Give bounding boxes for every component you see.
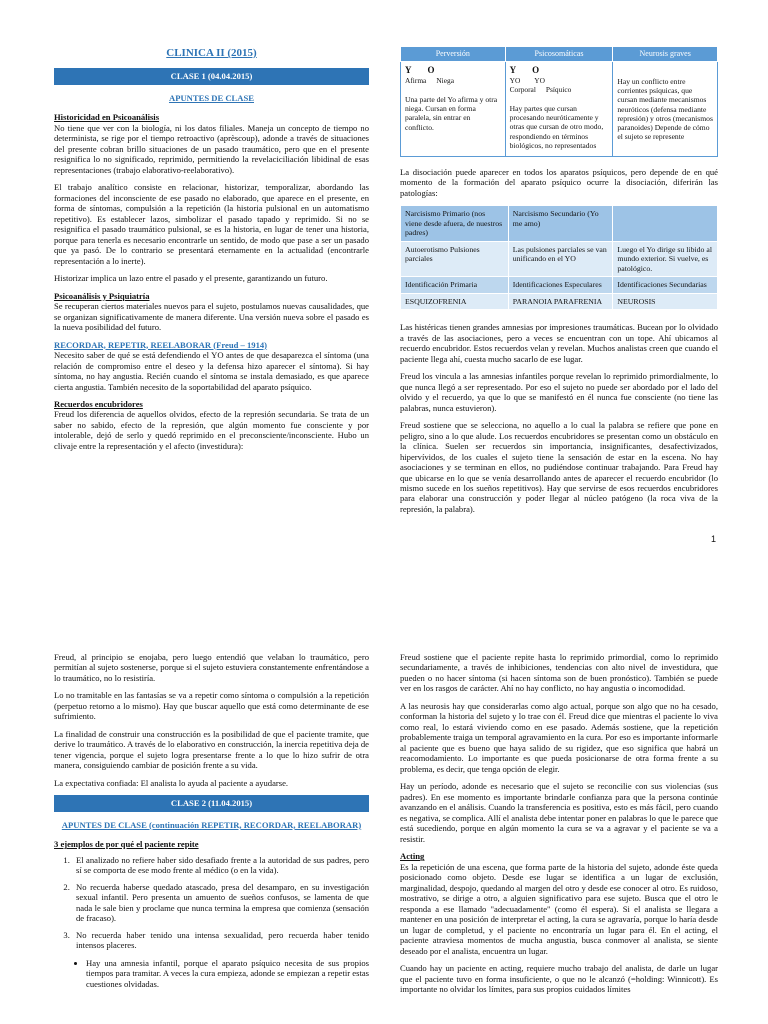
pulsiones-unificando: Las pulsiones parciales se van unificando en el YO — [508, 241, 613, 277]
table-header-perversion: Perversión — [401, 47, 506, 62]
page1-left-column — [54, 47, 369, 458]
apuntes-heading: APUNTES DE CLASE — [168, 92, 254, 103]
table-header-neurosis: Neurosis graves — [613, 47, 718, 62]
table-cell-neurosis — [613, 61, 718, 156]
table-cell-perversion — [401, 61, 506, 156]
list-item: 1. El analizado no refiere haber sido desafiado frente a la autoridad de sus padres, pero sí se comporta de ese modo frente al médico (o en la vida). — [72, 855, 369, 876]
apuntes-continuacion-heading: APUNTES DE CLASE (continuación REPETIR, RECORDAR, REELABORAR) — [61, 819, 362, 830]
class-1-band: CLASE 1 (04.04.2015) — [54, 68, 369, 84]
page1-right-column — [400, 47, 718, 521]
identificacion-primaria: Identificación Primaria — [401, 277, 509, 294]
paragraph-freud-principio: Freud, al principio se enojaba, pero luego entendió que velaban lo traumático, pero permitían al sujeto sostenerse, porque si el sujeto estuviera constantemente enfrentándose a lo traumático, no lo resistiría. — [54, 652, 369, 683]
page-gap — [0, 592, 768, 642]
paragraph-neurosis-actual: A las neurosis hay que considerarlas como algo actual, porque son algo que no ha cesado, conforman la historia del sujeto y lo trae con él. Freud dice que mientras el paciente lo viva como real, lo estará viviendo como en ese pasado. Además sostiene, que la repetición probablemente traiga un temporal agravamiento en la cura. Por eso es importante informarle al paciente que es bueno que haya salido de su rigidez, que eso significa que habrá un reacomodamiento. Lo importante es que pueda posicionarse de otra forma frente a su problema, es decir, que tenga opción de elegir. — [400, 700, 718, 774]
neurosis-text: Hay un conflicto entre corrientes psíquicas, que cursan mediante mecanismos neuróticos (defensa mediante represión) y otros (mecanismos paranoides) Depende de cómo el sujeto se represente — [617, 76, 713, 142]
yo-label: Y — [405, 64, 412, 75]
paragraph-acting: Es la repetición de una escena, que forma parte de la historia del sujeto, adonde éste queda posicionado como objeto. Desde ese lugar se identifica a un lugar de exclusión, marginalidad, despojo, quedando al margen del otro y desde ese conocer al otro. Es ruidoso, mostrativo, se dirige a otro, a alguien significativo para ese sujeto. Busca que el otro le responda a ese llamado "adecuadamente" (como él espera). Si el analista se llegara a mantener en una posición de interpretar el acting, la cura se agravaría, porque lo haría desde un lugar de completud, y el paciente no encontraría un lugar para él. En el acting, el paciente atraviesa momentos de mucha angustia, busca conmover al analista, se siente deseado por el analista, encuentra un lugar. — [400, 861, 718, 956]
list-item: 2. No recuerda haberse quedado atascado, presa del desamparo, en su investigación sexual infantil. Pero presenta un amuento de sueños confusos, se lamenta de que nada le sale bien y proclame que nunca termina la empresa que comienza (sensación de fracaso). — [72, 882, 369, 924]
page2-right-column — [400, 652, 718, 1002]
list-item: 3. No recuerda haber tenido una intensa sexualidad, pero recuerda haber tenido intensos placeres. — [72, 930, 369, 951]
section-historicidad: Historicidad en Psicoanálisis — [54, 112, 160, 123]
section-acting: Acting — [400, 851, 425, 862]
document-page-2 — [0, 642, 768, 1024]
section-recordar-repetir: RECORDAR, REPETIR, REELABORAR (Freud – 1914) — [54, 339, 268, 350]
ejemplos-list — [72, 855, 369, 951]
yo-corporal-a: YO — [509, 75, 521, 85]
paragraph-freud-vincula: Freud los vincula a las amnesias infantiles porque revelan lo reprimido primordialmente, lo que nunca llegó a ser representado. Por eso el sujeto no puede ser abordado por el lado del olvido y el recuerdo, ya que lo que se manifestó en él nunca fue consciente (no tiene las palabras, nunca estuvieron). — [400, 371, 718, 413]
bullet-list — [86, 958, 369, 989]
afirma-label: Afirma — [405, 75, 427, 85]
yo-label-2: Y — [509, 64, 517, 75]
section-psiquiatria: Psicoanálisis y Psiquiatría — [54, 290, 150, 301]
neurosis-cell: NEUROSIS — [613, 293, 718, 310]
class-2-band: CLASE 2 (11.04.2015) — [54, 795, 369, 811]
section-recuerdos-encubridores: Recuerdos encubridores — [54, 399, 143, 409]
section-ejemplos: 3 ejemplos de por qué el paciente repite — [54, 839, 199, 850]
page-number: 1 — [710, 534, 716, 544]
paragraph-histericas: Las histéricas tienen grandes amnesias por impresiones traumáticas. Bucean por lo olvidado a través de las asociaciones, pero a veces se encuentran con un tope. Ahí ubicamos al recuerdo encubridor. Estos recuerdos velan y revelan. Muchos analistas creen que cuando el paciente llega ahí, cuesta mucho sacarlo de ese lugar. — [400, 322, 718, 364]
paragraph-recordar: Necesito saber de qué se está defendiendo el YO antes de que desaparezca el síntoma (una relación de compromiso entre el deseo y la defensa hizo aparecer el síntoma). Si hay síntoma, no hay angustia. Recién cuando el síntoma se instala demasiado, es que aparece cierta angustia. También necesito de la soportabilidad del aparato psíquico. — [54, 350, 369, 392]
corporal-label: Corporal — [509, 84, 536, 94]
paragraph-freud-sostiene-2: Freud sostiene que el paciente repite hasta lo reprimido primordial, como lo reprimido secundariamente, a través de inhibiciones, tendencias con alto nivel de investidura, que pueden o no hacer síntoma (si hacen síntoma son de buen pronóstico). También se puede ver en los rasgos de carácter. Ahí no hay conflicto, no hay angustia o incomodidad. — [400, 652, 718, 694]
paragraph-historizar: Historizar implica un lazo entre el pasado y el presente, garantizando un futuro. — [54, 273, 328, 284]
autoerotismo: Autoerotismo Pulsiones parciales — [401, 241, 509, 277]
identificaciones-especulares: Identificaciones Especulares — [508, 277, 613, 294]
paragraph-intramitable: Lo no tramitable en las fantasías se va a repetir como síntoma o compulsión a la repetición (perpetuo retorno a lo mismo). Hay que buscar aquello que está como determinante de ese sufrimiento. — [54, 690, 369, 722]
o-label-2: O — [532, 64, 540, 75]
yo-psiquico-a: YO — [534, 75, 545, 85]
psiquico-label: Psíquico — [545, 84, 572, 94]
perversion-text: Una parte del Yo afirma y otra niega. Cursan en forma paralela, sin entrar en conflicto. — [405, 94, 498, 132]
paragraph-recuerdos: Freud los diferencia de aquellos olvidos, efecto de la represión secundaria. Se trata de un saber no sabido, efecto de la represión, que algún momento fue consciente y por intolerable, dejó de serlo y quedó reprimido en el preconsciente/inconsciente. Hubo un clivaje entre la representación y el afecto (investidura): — [54, 409, 369, 451]
paragraph-cuando-acting: Cuando hay un paciente en acting, requiere mucho trabajo del analista, de darle un lugar que el paciente tuvo en forma insuficiente, o que no le alcanzó (=holding: Winnicott). Es importante no olvidar los límites, para sus propios cuidados límites — [400, 963, 718, 995]
paragraph-historicidad: No tiene que ver con la biología, ni los datos filiales. Maneja un concepto de tiempo no determinista, se rige por el tiempo retroactivo (aprèscoup), adonde a través de situaciones del presente cobran brillo situaciones de un pasado traumático, pero que en el presente resignifica lo no significado, reprimido, permitiendo la revelaciciliación libidinal de esas representaciones (trabajo elaborativo-reelaborativo). — [54, 122, 369, 175]
paranoia-parafrenia: PARANOIA PARAFRENIA — [508, 293, 613, 310]
paragraph-freud-sostiene: Freud sostiene que se selecciona, no aquello a lo cual la palabra se refiere que pone en peligro, sino a lo que alude. Los recuerdos encubridores se presentan como un obstáculo en la clínica. Suelen ser recuerdos sin importancia, insignificantes, desafectivizados, hipervívidos, de los cuales el sujeto tiene la sensación de estar en la escena. No hay asociaciones y se terminan en ellos, no pudiéndose continuar trabajando. Para Freud hay que ubicarse en lo que se venía desarrollando antes de aparecer el recuerdo encubridor (lo mismo sucede en los sueños repetitivos). Hay que servirse de esos recuerdos encubridores para elaborar una construcción y poder llegar al núcleo patógeno (la roca viva de la represión, la palabra). — [400, 420, 718, 514]
paragraph-expectativa: La expectativa confiada: El analista lo ayuda al paciente a ayudarse. — [54, 777, 289, 788]
o-label: O — [427, 64, 435, 75]
narcisismo-primario: Narcisismo Primario (nos viene desde afuera, de nuestros padres) — [401, 206, 509, 242]
disociacion-table — [400, 46, 718, 157]
table-cell-psicosomaticas — [505, 61, 613, 156]
paragraph-trabajo-analitico: El trabajo analítico consiste en relacionar, historizar, temporalizar, abordando las formaciones del inconsciente de ese pasado no elaborado, que aparece en el presente, en forma de síntomas, compulsión a la repetición (la historia pulsional en un automatismo repetitivo). Es establecer lazos, simbolizar el pasado tapado y reprimido. Si no se resignifica el pasado traumático pulsional, se es la historia, en lugar de tener una historia, porque para tenerla es necesario encontrarle un sentido, de modo que pase a ser un pasado que ya pasó. De lo contrario se presentará eternamente en la actualidad (encontrarle representación a lo inerte). — [54, 182, 369, 266]
narcisismo-empty — [613, 206, 718, 242]
list-item: • Hay una amnesia infantil, porque el aparato psíquico necesita de sus propios tiempos para tramitar. A veces la cura empieza, adonde se empiezan a repetir estas cuestiones olvidadas. — [86, 958, 369, 989]
narcisismo-table — [400, 205, 718, 310]
table-header-psicosomaticas: Psicosomáticas — [505, 47, 613, 62]
paragraph-psiquiatria: Se recuperan ciertos materiales nuevos para el sujeto, postulamos nuevas causalidades, que se organizan significativamente de manera diferente. Una versión nueva sobre el pasado es la nueva posibilidad del futuro. — [54, 301, 369, 333]
esquizofrenia: ESQUIZOFRENIA — [401, 293, 509, 310]
paragraph-finalidad: La finalidad de construir una construcción es la posibilidad de que el paciente tramite, que derive lo traumático. A través de lo elaborativo en construcción, la inercia repetitiva deja de tener vigencia, porque el sujeto logra presentarse frente a lo que lo hizo sufrir de otra manera, consiguiendo cambiar de posición frente a su vida. — [54, 728, 369, 771]
libido-exterior: Luego el Yo dirige su libido al mundo exterior. Si vuelve, es patológico. — [613, 241, 718, 277]
niega-label: Niega — [436, 75, 454, 85]
narcisismo-secundario: Narcisismo Secundario (Yo me amo) — [508, 206, 613, 242]
psicosomaticas-text: Hay partes que cursan procesando neuróticamente y otras que cursan de otro modo, respondiendo en términos biológicos, no representados — [509, 103, 604, 150]
paragraph-periodo: Hay un período, adonde es necesario que el sujeto se reconcilie con sus violencias (sus padres). En ese momento es importante brindarle confianza para que la persona continúe avanzando en el análisis. Cuando la transferencia es positiva, esto es más fácil, pero cuando es negativa, se complica. Allí el analista debe intentar poner en palabras lo que le parece que está sucediendo, porque en algún momento la cura se va a agravar y el paciente se va a resistir. — [400, 781, 718, 844]
page2-left-column — [54, 652, 369, 993]
document-title: CLINICA II (2015) — [166, 47, 257, 59]
identificaciones-secundarias: Identificaciones Secundarias — [613, 277, 718, 294]
paragraph-disociacion: La disociación puede aparecer en todos los aparatos psíquicos, pero depende de en qué momento de la formación del aparato psíquico ocurre la disociación, diferirán las patologías: — [400, 166, 718, 198]
